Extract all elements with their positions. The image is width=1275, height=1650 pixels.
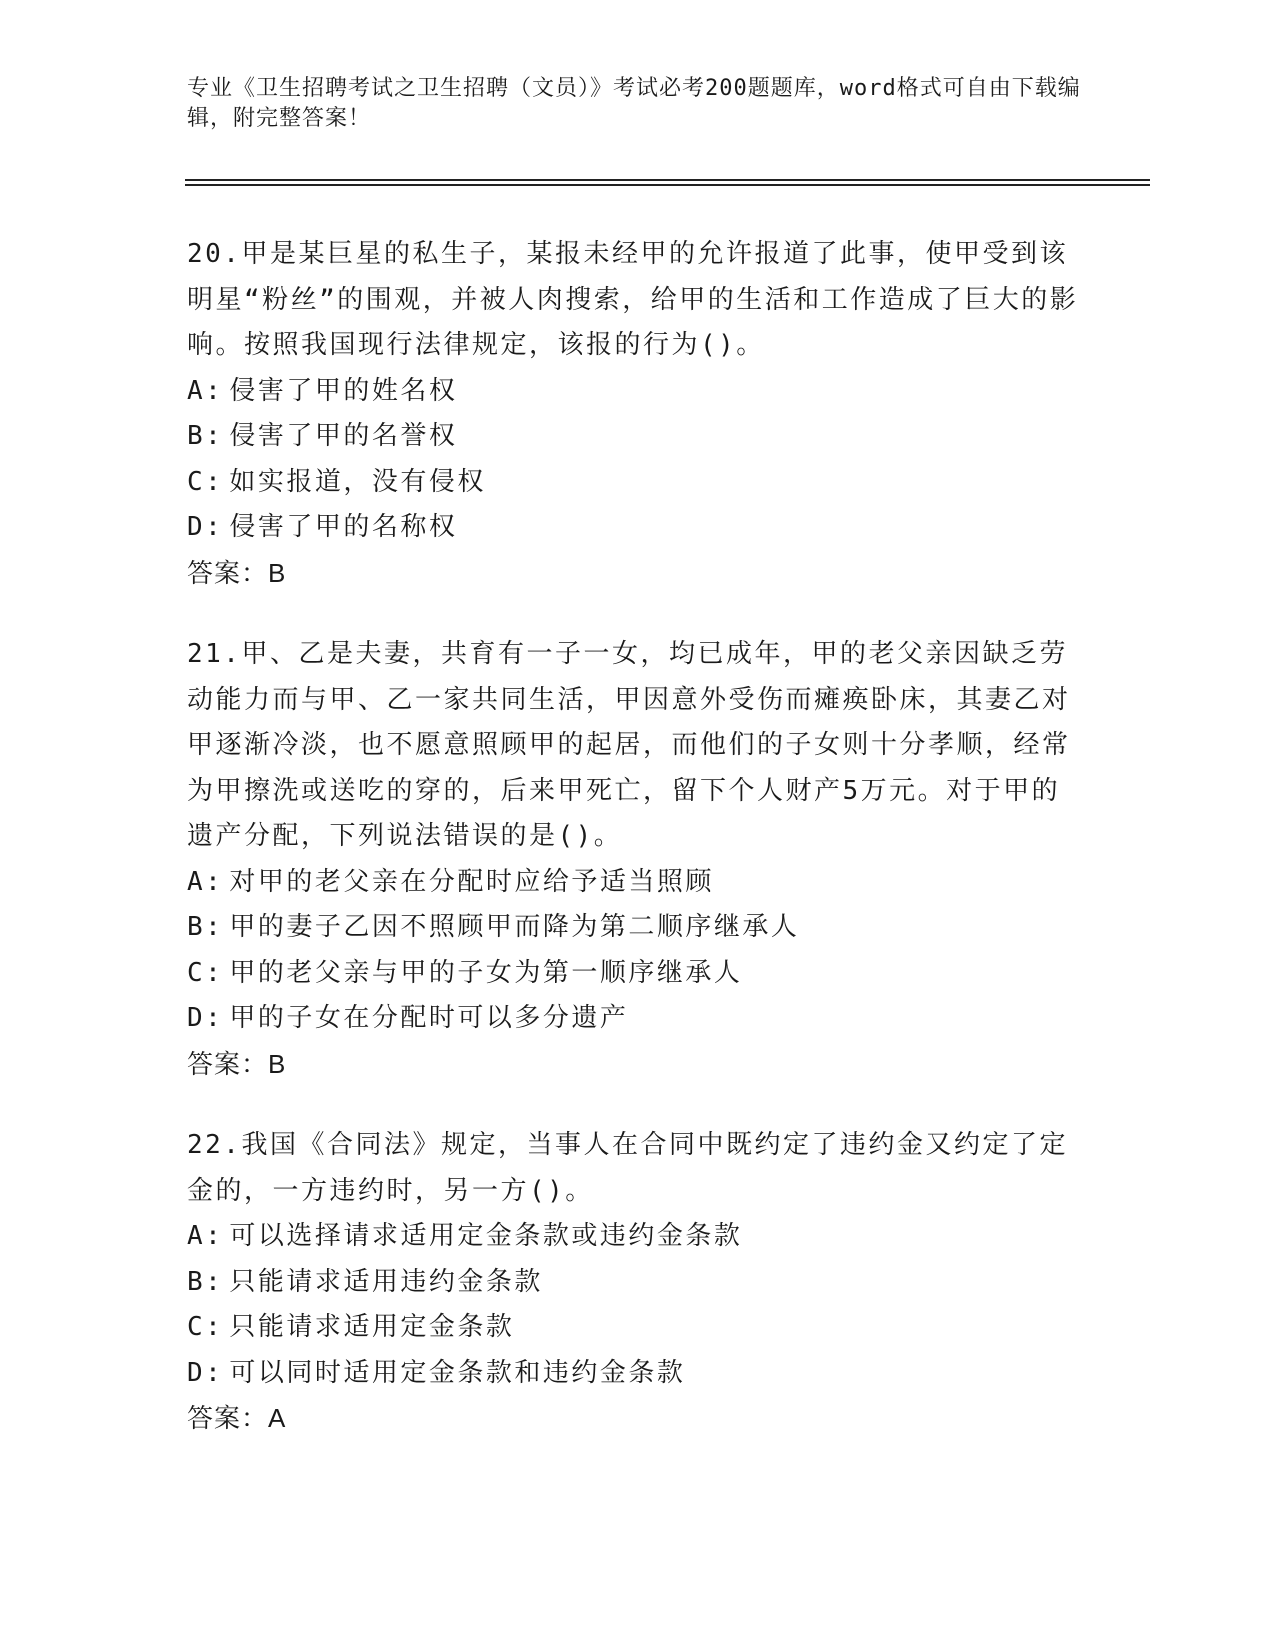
- option-a: [187, 369, 1087, 415]
- option-key: C: [187, 1312, 206, 1342]
- option-text: 侵害了甲的名称权: [229, 512, 458, 542]
- option-text: 可以选择请求适用定金条款或违约金条款: [229, 1221, 743, 1251]
- option-text: 可以同时适用定金条款和违约金条款: [229, 1357, 686, 1388]
- option-d: [187, 1351, 1087, 1397]
- option-key: C: [187, 466, 206, 497]
- option-text: 如实报道，没有侵权: [229, 466, 486, 497]
- option-a: [187, 1214, 1087, 1260]
- option-key: D: [187, 512, 206, 542]
- option-d: [187, 996, 1087, 1042]
- option-separator: :: [205, 866, 224, 897]
- option-key: B: [187, 1266, 206, 1297]
- option-separator: :: [205, 1266, 224, 1297]
- option-key: A: [187, 866, 206, 897]
- option-key: C: [187, 957, 206, 988]
- option-separator: :: [205, 1357, 224, 1388]
- option-a: [187, 860, 1087, 906]
- option-separator: :: [205, 375, 224, 406]
- question-list: [187, 232, 1087, 1478]
- question-21: [187, 632, 1087, 1087]
- option-d: [187, 505, 1087, 551]
- question-stem: 22.我国《合同法》规定，当事人在合同中既约定了违约金又约定了定金的，一方违约时，另一方()。: [187, 1130, 1068, 1206]
- option-separator: :: [205, 912, 224, 942]
- question-20: [187, 232, 1087, 596]
- option-b: [187, 905, 1087, 951]
- option-separator: :: [205, 466, 224, 497]
- option-key: B: [187, 912, 206, 942]
- answer-line: 答案：B: [187, 557, 287, 588]
- option-separator: :: [205, 1003, 224, 1033]
- header-divider-top: [185, 179, 1150, 181]
- option-text: 只能请求适用违约金条款: [229, 1266, 543, 1297]
- option-b: [187, 414, 1087, 460]
- question-stem: 20.甲是某巨星的私生子，某报未经甲的允许报道了此事，使甲受到该明星“粉丝”的围观，并被人肉搜索，给甲的生活和工作造成了巨大的影响。按照我国现行法律规定，该报的行为()。: [187, 239, 1079, 360]
- answer-line: 答案：A: [187, 1403, 287, 1433]
- option-c: [187, 460, 1087, 506]
- option-text: 只能请求适用定金条款: [229, 1312, 515, 1342]
- option-c: [187, 951, 1087, 997]
- option-text: 甲的老父亲与甲的子女为第一顺序继承人: [229, 957, 743, 988]
- option-text: 侵害了甲的名誉权: [229, 421, 458, 451]
- option-separator: :: [205, 1312, 224, 1342]
- option-separator: :: [205, 1221, 224, 1251]
- question-22: [187, 1123, 1087, 1442]
- option-key: D: [187, 1357, 206, 1388]
- option-separator: :: [205, 421, 224, 451]
- option-text: 侵害了甲的姓名权: [229, 375, 458, 406]
- option-key: B: [187, 421, 206, 451]
- question-stem: 21.甲、乙是夫妻，共育有一子一女，均已成年，甲的老父亲因缺乏劳动能力而与甲、乙一家共同生活，甲因意外受伤而瘫痪卧床，其妻乙对甲逐渐冷淡，也不愿意照顾甲的起居，而他们的子女则十分孝顺，经常为甲擦洗或送吃的穿的，后来甲死亡，留下个人财产5万元。对于甲的遗产分配，下列说法错误的是()。: [187, 639, 1071, 851]
- option-key: A: [187, 1221, 206, 1251]
- option-separator: :: [205, 957, 224, 988]
- option-text: 甲的妻子乙因不照顾甲而降为第二顺序继承人: [229, 912, 800, 942]
- option-separator: :: [205, 512, 224, 542]
- option-text: 甲的子女在分配时可以多分遗产: [229, 1003, 629, 1033]
- option-b: [187, 1260, 1087, 1306]
- option-c: [187, 1305, 1087, 1351]
- option-key: D: [187, 1003, 206, 1033]
- option-text: 对甲的老父亲在分配时应给予适当照顾: [229, 866, 714, 897]
- header-divider-bottom: [185, 184, 1150, 186]
- answer-line: 答案：B: [187, 1048, 287, 1079]
- document-intro: 专业《卫生招聘考试之卫生招聘（文员）》考试必考200题题库，word格式可自由下载编辑，附完整答案！: [187, 76, 1081, 131]
- option-key: A: [187, 375, 206, 406]
